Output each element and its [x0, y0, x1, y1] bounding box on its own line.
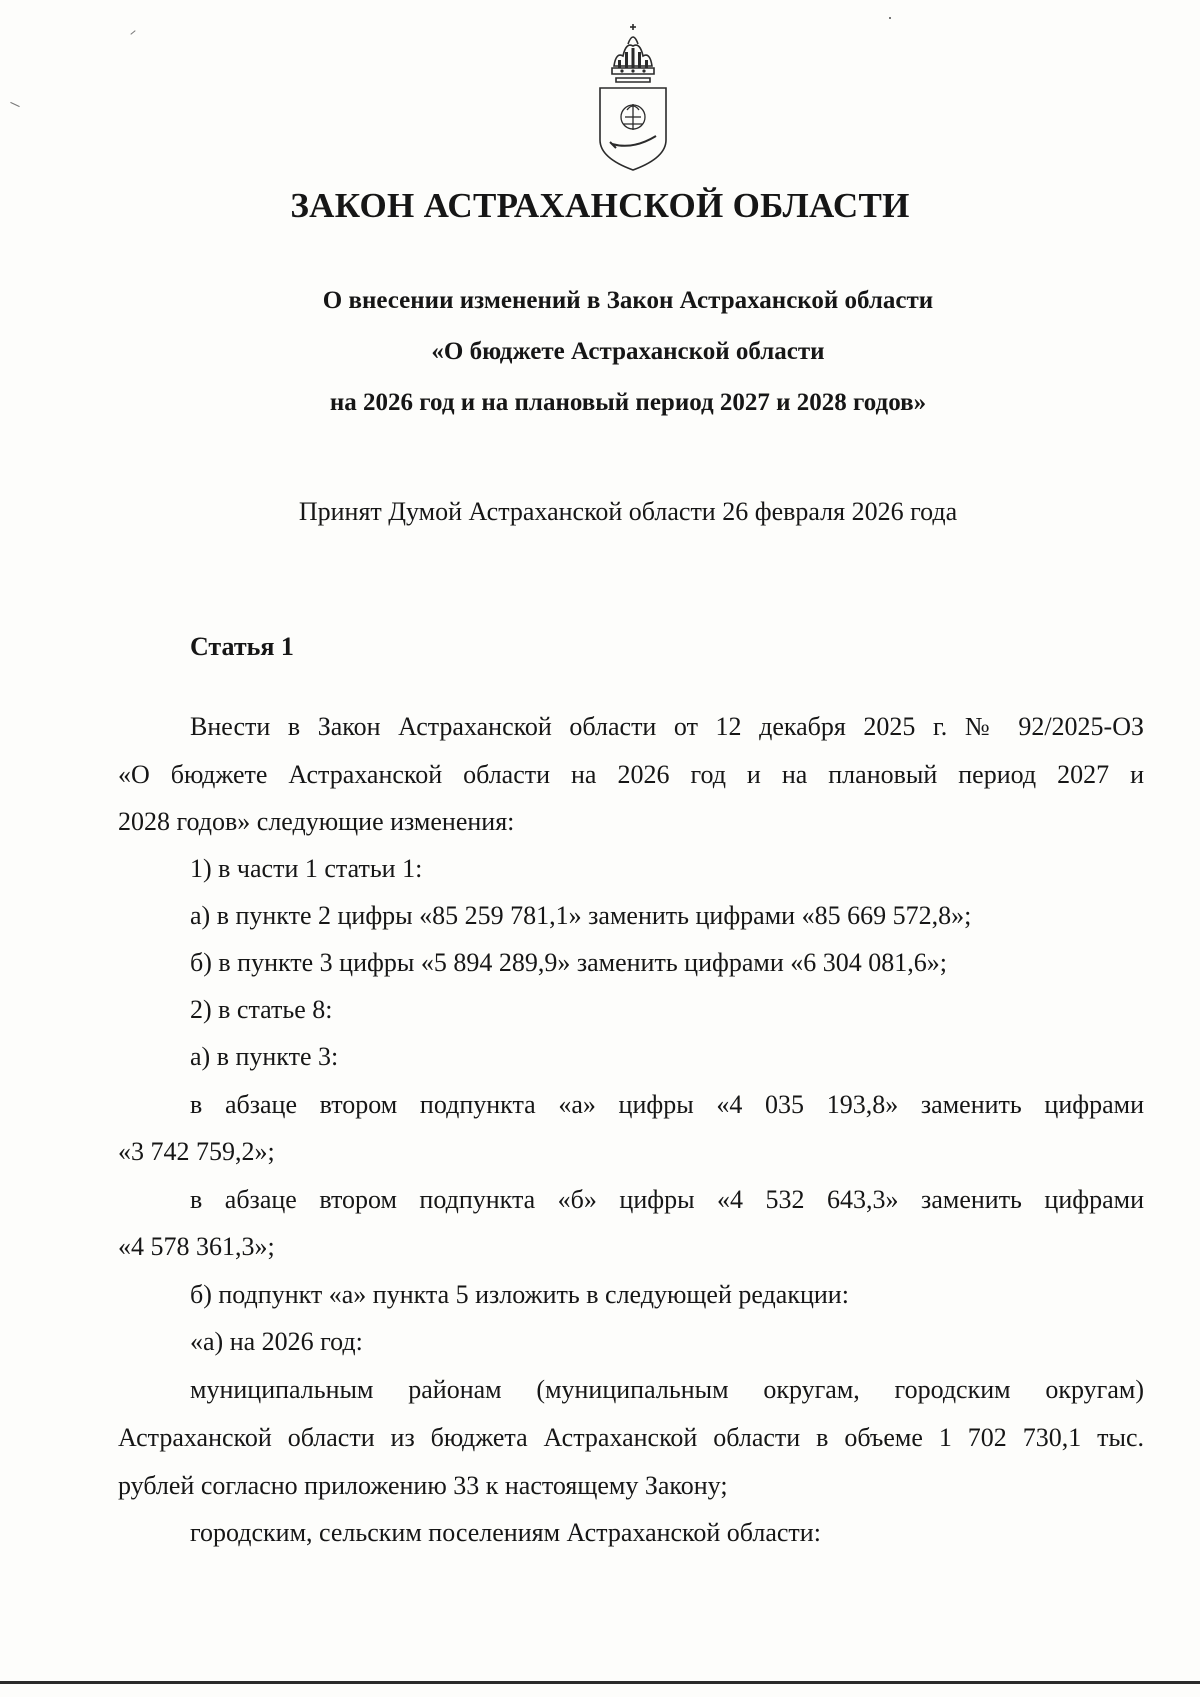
subtitle-line-2: «О бюджете Астраханской области: [431, 338, 825, 365]
paragraph-line: в абзаце втором подпункта «а» цифры «4 035 193,8» заменить цифрами: [190, 1090, 1144, 1119]
adoption-statement: Принят Думой Астраханской области 26 февраля 2026 года: [298, 497, 958, 526]
paragraph-line: Внести в Закон Астраханской области от 12 декабря 2025 г. № 92/2025-ОЗ: [190, 712, 1144, 741]
paragraph-line: рублей согласно приложению 33 к настоящему Закону;: [118, 1471, 728, 1500]
article-heading: Статья 1: [190, 632, 294, 661]
list-item: б) в пункте 3 цифры «5 894 289,9» заменить цифрами «6 304 081,6»;: [190, 948, 947, 977]
list-item: б) подпункт «а» пункта 5 изложить в следующей редакции:: [190, 1280, 849, 1309]
paragraph-line: «4 578 361,3»;: [118, 1232, 275, 1261]
paragraph-line: в абзаце втором подпункта «б» цифры «4 532 643,3» заменить цифрами: [190, 1185, 1144, 1214]
paragraph-line: «О бюджете Астраханской области на 2026 год и на плановый период 2027 и: [118, 760, 1144, 789]
paragraph-line: 2028 годов» следующие изменения:: [118, 807, 515, 836]
list-item: а) в пункте 2 цифры «85 259 781,1» заменить цифрами «85 669 572,8»;: [190, 901, 972, 930]
coat-of-arms-emblem: [592, 22, 674, 172]
list-item: «а) на 2026 год:: [190, 1327, 363, 1356]
scan-speck: [10, 102, 19, 107]
scan-speck: [889, 17, 891, 19]
paragraph-line: «3 742 759,2»;: [118, 1137, 275, 1166]
subtitle-line-3: на 2026 год и на плановый период 2027 и 2028 годов»: [329, 389, 927, 416]
scan-speck: [130, 30, 135, 35]
list-item: 1) в части 1 статьи 1:: [190, 854, 423, 883]
law-title: ЗАКОН АСТРАХАНСКОЙ ОБЛАСТИ: [290, 186, 910, 225]
paragraph-line: Астраханской области из бюджета Астраханской области в объеме 1 702 730,1 тыс.: [118, 1423, 1144, 1452]
paragraph-line: городским, сельским поселениям Астраханской области:: [190, 1518, 821, 1547]
list-item: 2) в статье 8:: [190, 995, 333, 1024]
list-item: а) в пункте 3:: [190, 1042, 339, 1071]
subtitle-line-1: О внесении изменений в Закон Астраханской области: [322, 287, 934, 314]
page-bottom-rule: [0, 1681, 1200, 1684]
paragraph-line: муниципальным районам (муниципальным округам, городским округам): [190, 1375, 1144, 1404]
